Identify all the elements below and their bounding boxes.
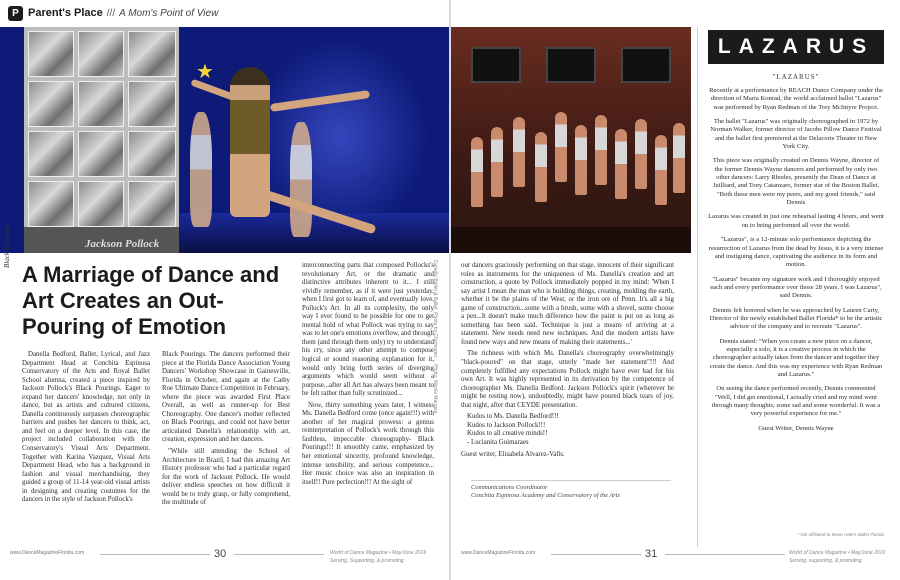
lazarus-banner: LAZARUS: [708, 30, 884, 64]
paragraph: Recently at a performance by REACH Dance Company under the direction of Maria Konrad, the world acclaimed ballet "Lazarus" was performed by Ryan Redman of the Trey McIntyre Project.: [709, 87, 883, 111]
page-header: [0, 0, 449, 26]
paragraph: Black Pourings. The dancers performed their piece at the Florida Dance Association Young Dancers' Workshop Showcase in Gainesville, Florida in October, and again at the Cathy Roe Ultimate Dance Competition in February, where the piece was awarded First Place Overall, as well as runner-up for Best Choreography. One dancer's mother reflected on Black Pourings, and could not have better articulated Danella's relationship with art, creation, expression and her dancers.: [162, 351, 290, 444]
dance-photo: [0, 27, 449, 253]
paragraph: This piece was originally created on Dennis Wayne, director of the former Dennis Wayne dancers and performed by only two other dancers: Larry Rhodes, presently the Dean of Dance at Juilliard, and Tony Catanzaro, former star of the Boston Ballet. "Both these men were my peers, and my good friends," said Dennis: [712, 157, 880, 207]
paragraph: Dennis stated: "When you create a new piece on a dancer, especially a solo, it is a creative process in which the choreographer actually takes from the dancer and together they create the dance. And this was my experience with Ryan Redman and Lazarus.": [709, 337, 883, 378]
website-url[interactable]: www.DanceMagazineFlorida.com: [10, 550, 85, 556]
paragraph: our dancers graciously performing on that stage, innocent of their significant roles as instruments for the uniqueness of Ms. Danella's creation and art construction, a quote by Pollock immediately popped in my mind: 'When I say artist I mean the man who is building things, creating, molding the earth, whether it be the plains of the West, or the iron ore of Penn. It's all a big game of construction...some with a brush, some with a shovel, some choose a pen...It doesn't make much difference how the paint is put on as long as something has been said. Technique is just a means of arriving at a statement. New needs need new techniques. And the modern artists have found new ways and new means of making their statements...': [461, 262, 674, 346]
paragraph: Dennis felt honored when he was approached by Lauren Carty, Director of the newly established Ballet Florida* to be the artistic advisor of the company and to recreate "Lazarus".: [709, 306, 883, 331]
paragraph: Danella Bedford, Ballet, Lyrical, and Jazz Department Head at Conchita Espinosa Conservatory of the Arts and Royal Ballet School alumna, created a piece inspired by Jackson Pollock's Black Pourings. Eager to expand her dancers' knowledge, not only in dance, but as artists and cultured citizens, Danella continuously surpasses choreographic barriers and pushes her dancers to think, act, and feel on a deeper level. In this case, the project included collaboration with the Conservatory's Visual Arts Department. Together with Karina Vazquez, Visual Arts Department Head, who has a background in fashion and visual merchandising, they guided a group of 11-14 year-old visual artists in designing and creating costumes for the dancers in the style of Jackson Pollock's: [22, 351, 150, 504]
photo-credit: Danella Ballet & Ballet. Photo by Chichester ... Photo: Nicola Mangan: [432, 260, 438, 414]
article-column-4: [461, 262, 674, 463]
article-headline: A Marriage of Dance and Art Creates an Out-Pouring of Emotion: [22, 262, 280, 339]
paragraph: "While still attending the School of Architecture in Brazil, I had this amazing Art History professor who had a particular regard for the work of Jackson Pollock. He would deliver endless speeches on how difficult it would be to truly grasp, or fully comprehend, the multitude of: [162, 448, 290, 507]
parents-place-logo-icon: P: [8, 6, 23, 21]
right-page: [451, 0, 900, 580]
section-subtitle: A Mom's Point of View: [119, 7, 219, 19]
guest-writer: Guest writer, Elisabela Alvarez-Valls.: [461, 451, 565, 459]
kudos-line: Kudos to all creative minds!!: [467, 430, 548, 438]
author-line: - Lucianita Guimaraes: [467, 438, 529, 446]
lazarus-sidebar: [697, 27, 893, 547]
section-title: Parent's Place: [28, 7, 103, 19]
paragraph: The richness with which Ms. Danella's choreography overwhelmingly "black-poured" on that stage, utterly "made her statement"!!! And completely fulfilled any expectations Pollock might have ever had for his own Art. It was highly represented in its derivation by the competence of choreographer Ms. Danella Bedford. Jackson Pollock's spirit (wherever he might be resting now), undoubtedly, might have poured black tears of joy, that night, after that CEYDE presentation.: [461, 350, 674, 409]
page-footer: [0, 548, 449, 580]
header-separator: ///: [106, 7, 116, 19]
pollock-collage: [24, 27, 179, 253]
background-dancer: [190, 112, 212, 227]
paragraph: Lazarus was created in just one rehearsal lasting 4 hours, and went on to being performed all over the world.: [708, 213, 884, 229]
troupe-photo: [451, 27, 691, 253]
page-footer: [451, 548, 900, 580]
article-column-3: [302, 262, 434, 490]
magazine-tagline: Serving, Supporting, & promoting: [330, 558, 404, 564]
left-page: [0, 0, 449, 580]
lazarus-text: [708, 87, 884, 439]
star-icon: ★: [196, 59, 214, 83]
kudos-line: Kudos to Jackson Pollock!!!: [467, 421, 546, 429]
background-dancer: [290, 122, 312, 237]
paragraph: On seeing the dance performed recently, Dennis commented "Well, I did get emotional, I actually cried and my mind went through many thoughts; some sad and some wonderful. It was a very powerful experience for me.": [711, 385, 881, 418]
author-signature: Communications Coordinator Conchita Espinosa Academy and Conservatory of the Arts: [471, 480, 671, 500]
footnote: * Not affiliated to Marie Hale's Ballet Florida: [797, 532, 884, 537]
paragraph: interconnecting parts that composed Pollocks's revolutionary Art, or the dramatic and distinctive attributes inherent to it... I still vividly remember, as if it were just yesterday, when I first got to learn of, and eventually love, Pollock's Art. In all its complexity, the only way I ever found to be possible for one to get mental hold of what Pollock was trying to say was to let one's emotions overflow, and through them (and through them only) try to understand his cry, since any other attempt to compose logical or sound reasoning explanation for it, would only bring forth series of diverging arguments which would seem without a purpose...after all Art has always been meant to be felt rather than fully scrutinized...: [302, 262, 434, 398]
page-number: 31: [645, 548, 658, 560]
paragraph: "Lazarus", is a 12-minute solo performance depicting the resurrection of Lazarus from the dead by Jesus, it is a very intense and instiguing dance, captivating the audience in its form and motion.: [708, 236, 884, 269]
website-url[interactable]: www.DanceMagazineFlorida.com: [461, 550, 536, 556]
paragraph: Now, thirty something years later, I witness Ms. Danella Bedford come (once again!!!) with another of her magical prowess: a genius reinterpretation of Pollock's work through this faultless, impeccable choreography- Black Pourings!!! It smoothly came, emphasized by her emotional sincerity, profound knowledge, intense sensibility, and serious competence... Her music choice was also an inspiration in itself!! Pure perfection!!! At the sight of: [302, 401, 434, 486]
page-number: 30: [214, 548, 227, 560]
magazine-tagline: Serving, supporting, & promoting: [789, 558, 862, 564]
kudos-line: Kudos to Ms. Danella Bedford!!!: [467, 413, 559, 421]
magazine-issue: World of Dance Magazine • May/June 2016: [789, 550, 886, 556]
magazine-issue: World of Dance Magazine • May/June 2016: [330, 550, 427, 556]
paragraph: "Lazarus" became my signature work and I thoroughly enjoyed each and every performance over those 28 years. I was Lazarus", said Dennis.: [710, 275, 882, 300]
paragraph: The ballet "Lazarus" was originally choreographed in 1972 by Norman Walker, former director of Jacobs Pillow Dance Festival and the ballet first premiered at the Delacorte Theater in New York City.: [710, 118, 882, 151]
pollock-signature: Jackson Pollock: [85, 238, 160, 250]
lazarus-subtitle: "LAZARUS": [772, 73, 820, 81]
guest-writer: Guest Writer, Dennis Wayne: [758, 424, 834, 432]
side-tag: Black Pourings: [3, 224, 11, 268]
article-column-2: [162, 351, 290, 511]
article-column-1: [22, 351, 150, 508]
